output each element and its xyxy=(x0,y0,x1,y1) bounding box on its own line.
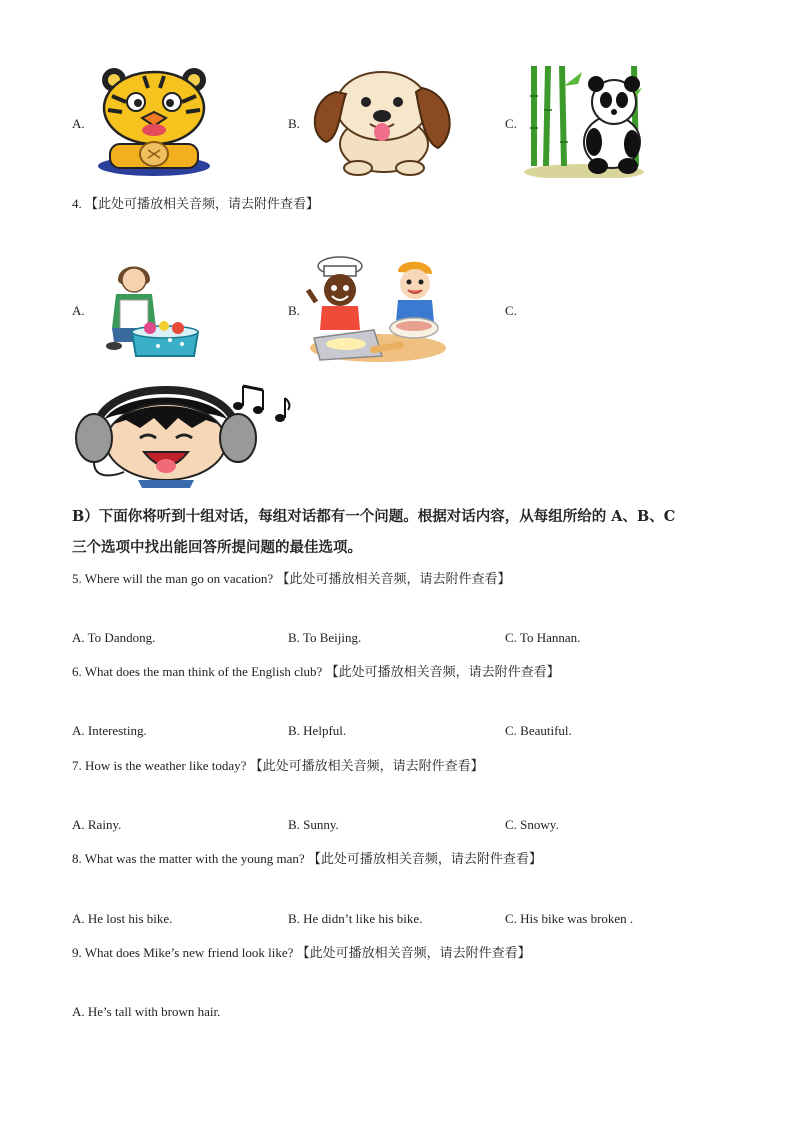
q7-option-b: B. Sunny. xyxy=(288,817,339,832)
washing-clothes-image xyxy=(98,258,200,360)
option-a-label: A. xyxy=(72,116,85,131)
q7-option-a: A. Rainy. xyxy=(72,817,122,832)
q8-option-c: C. His bike was broken . xyxy=(505,911,634,926)
q9-option-a: A. He’s tall with brown hair. xyxy=(72,1004,221,1019)
question-7: 7. How is the weather like today? 【此处可播放相关音频，请去附件查看】 xyxy=(72,758,484,773)
q8-option-b: B. He didn’t like his bike. xyxy=(288,911,423,926)
q4-option-a-label: A. xyxy=(72,303,85,318)
q4-option-c-label: C. xyxy=(505,303,517,318)
question-5: 5. Where will the man go on vacation? 【此处可播放相关音频，请去附件查看】 xyxy=(72,571,511,586)
q5-option-b: B. To Beijing. xyxy=(288,630,362,645)
section-b-instruction-line2: 三个选项中找出能回答所提问题的最佳选项。 xyxy=(72,539,362,556)
tiger-image xyxy=(92,66,216,178)
question-9: 9. What does Mike’s new friend look like? 【此处可播放相关音频，请去附件查看】 xyxy=(72,945,531,960)
question-4: 4. 【此处可播放相关音频，请去附件查看】 xyxy=(72,196,320,211)
headphones-boy-image xyxy=(74,380,292,488)
option-c-label: C. xyxy=(505,116,517,131)
q4-option-b-label: B. xyxy=(288,303,300,318)
q6-option-b: B. Helpful. xyxy=(288,723,347,738)
q8-option-a: A. He lost his bike. xyxy=(72,911,173,926)
section-b-instruction-line1: B）下面你将听到十组对话，每组对话都有一个问题。根据对话内容，从每组所给的 A、B、C xyxy=(72,508,676,525)
q7-option-c: C. Snowy. xyxy=(505,817,559,832)
option-b-label: B. xyxy=(288,116,300,131)
panda-image xyxy=(524,66,646,178)
q6-option-a: A. Interesting. xyxy=(72,723,147,738)
question-8: 8. What was the matter with the young man? 【此处可播放相关音频，请去附件查看】 xyxy=(72,851,542,866)
q5-option-a: A. To Dandong. xyxy=(72,630,156,645)
cooking-kids-image xyxy=(306,256,450,362)
q5-option-c: C. To Hannan. xyxy=(505,630,581,645)
dog-image xyxy=(306,68,460,176)
question-6: 6. What does the man think of the English club? 【此处可播放相关音频，请去附件查看】 xyxy=(72,664,560,679)
q6-option-c: C. Beautiful. xyxy=(505,723,572,738)
